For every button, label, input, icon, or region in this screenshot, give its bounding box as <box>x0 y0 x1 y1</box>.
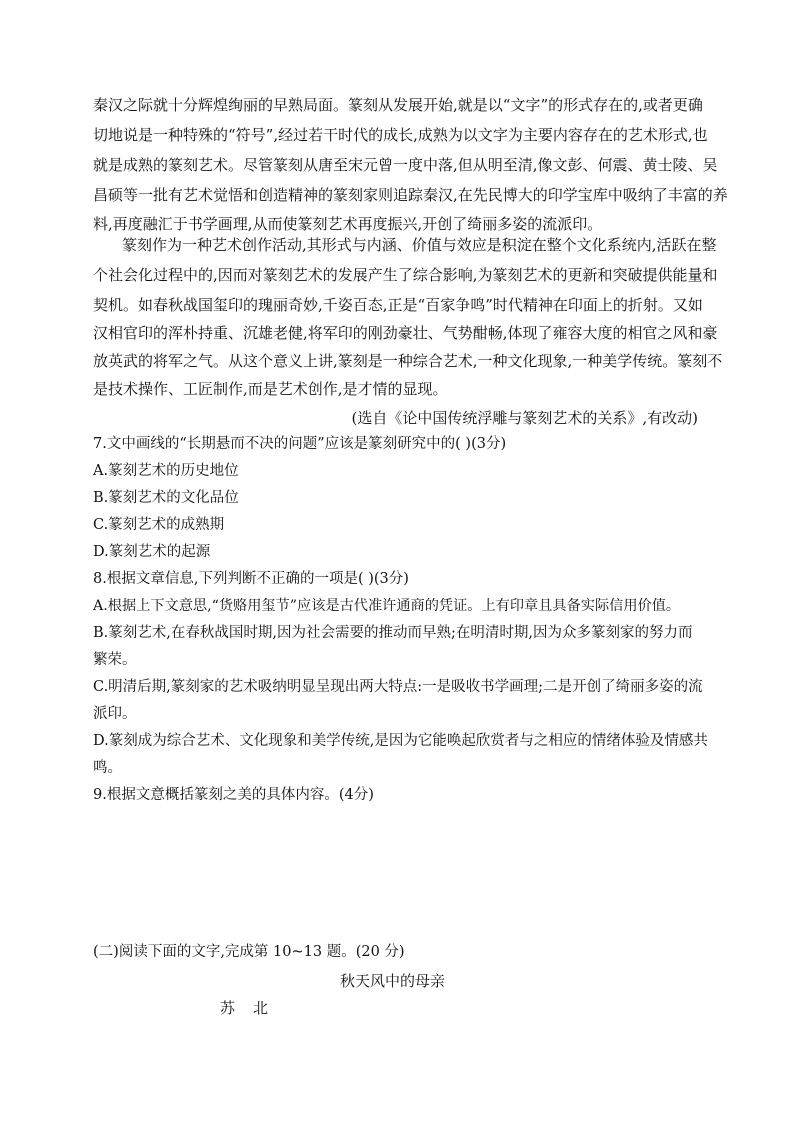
question-8-option-c-line-1: C.明清后期,篆刻家的艺术吸纳明显呈现出两大特点:一是吸收书学画理;二是开创了绮丽多姿的流 <box>93 679 703 695</box>
question-8-option-b-line-2: 繁荣。 <box>93 652 137 668</box>
question-8: 8.根据文章信息,下列判断不正确的一项是( )(3分) <box>93 571 409 587</box>
question-8-option-d-line-2: 鸣。 <box>93 760 122 776</box>
passage-p2-line-2: 个社会化过程中的,因而对篆刻艺术的发展产生了综合影响,为篆刻艺术的更新和突破提供能量和 <box>93 266 718 284</box>
passage-p2-line-5: 放英武的将军之气。从这个意义上讲,篆刻是一种综合艺术,一种文化现象,一种美学传统。篆刻不 <box>93 352 723 370</box>
passage-p2-line-6: 是技术操作、工匠制作,而是艺术创作,是才情的显现。 <box>93 380 448 398</box>
question-8-option-b-line-1: B.篆刻艺术,在春秋战国时期,因为社会需要的推动而早熟;在明清时期,因为众多篆刻家的努力而 <box>93 625 693 641</box>
question-7-option-a: A.篆刻艺术的历史地位 <box>93 463 239 479</box>
question-7-option-c: C.篆刻艺术的成熟期 <box>93 517 225 533</box>
section-2-heading: (二)阅读下面的文字,完成第 10~13 题。(20 分) <box>93 944 405 960</box>
question-7: 7.文中画线的“长期悬而不决的问题”应该是篆刻研究中的( )(3分) <box>93 436 507 452</box>
question-8-option-a: A.根据上下文意思,“货赂用玺节”应该是古代准许通商的凭证。上有印章且具备实际信用价值。 <box>93 598 681 614</box>
question-7-option-d: D.篆刻艺术的起源 <box>93 544 211 560</box>
question-8-option-c-line-2: 派印。 <box>93 706 137 722</box>
passage-p1-line-5: 料,再度融汇于书学画理,从而使篆刻艺术再度振兴,开创了绮丽多姿的流派印。 <box>93 215 603 233</box>
passage-p1-line-2: 切地说是一种特殊的“符号”,经过若干时代的成长,成熟为以文字为主要内容存在的艺术形式,也 <box>93 126 708 144</box>
article-author: 苏北 <box>220 999 287 1017</box>
passage-p2-line-3: 契机。如春秋战国玺印的瑰丽奇妙,千姿百态,正是“百家争鸣”时代精神在印面上的折射。又如 <box>93 296 703 314</box>
passage-p1-line-4: 昌硕等一批有艺术觉悟和创造精神的篆刻家则追踪秦汉,在先民博大的印学宝库中吸纳了丰富的养 <box>93 186 728 204</box>
passage-p2-line-1: 篆刻作为一种艺术创作活动,其形式与内涵、价值与效应是积淀在整个文化系统内,活跃在整 <box>122 236 717 254</box>
question-8-option-d-line-1: D.篆刻成为综合艺术、文化现象和美学传统,是因为它能唤起欣赏者与之相应的情绪体验及情感共 <box>93 733 708 749</box>
question-7-option-b: B.篆刻艺术的文化品位 <box>93 490 239 506</box>
article-title: 秋天风中的母亲 <box>340 972 446 990</box>
passage-source: (选自《论中国传统浮雕与篆刻艺术的关系》,有改动) <box>351 409 698 427</box>
passage-p2-line-4: 汉相官印的浑朴持重、沉雄老健,将军印的刚劲豪壮、气势酣畅,体现了雍容大度的相官之风和豪 <box>93 324 718 342</box>
passage-p1-line-3: 就是成熟的篆刻艺术。尽管篆刻从唐至宋元曾一度中落,但从明至清,像文彭、何震、黄士陵、吴 <box>93 156 718 174</box>
passage-p1-line-1: 秦汉之际就十分辉煌绚丽的早熟局面。篆刻从发展开始,就是以“文字”的形式存在的,或者更确 <box>93 96 703 114</box>
question-9: 9.根据文意概括篆刻之美的具体内容。(4分) <box>93 787 374 803</box>
